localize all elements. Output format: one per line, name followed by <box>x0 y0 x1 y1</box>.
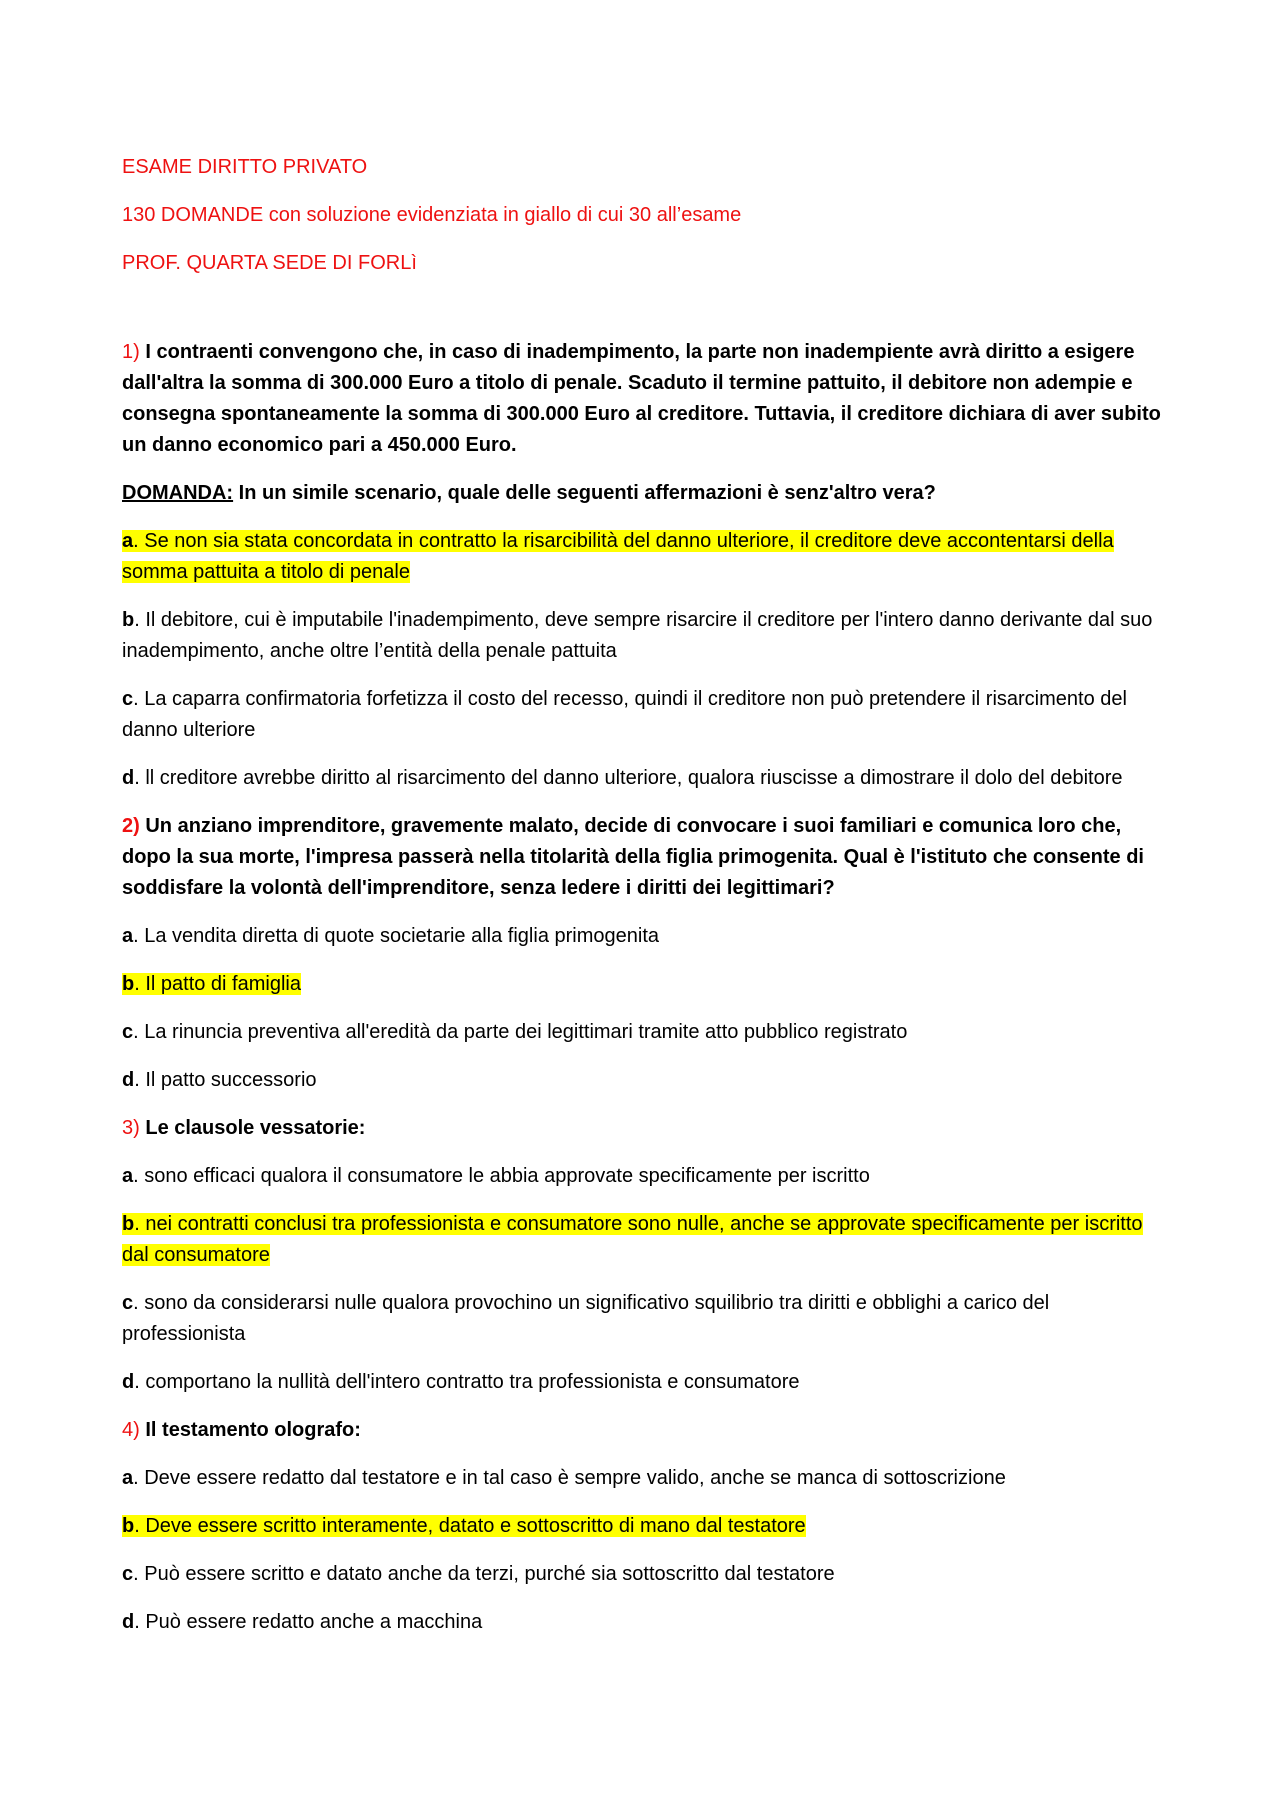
option-text: . ll creditore avrebbe diritto al risarcimento del danno ulteriore, qualora riuscisse a dimostrare il dolo del debitore <box>134 767 1123 789</box>
option-text: . La caparra confirmatoria forfetizza il costo del recesso, quindi il creditore non può pretendere il risarcimento del danno ulteriore <box>122 688 1127 741</box>
question-3 <box>122 1113 1172 1144</box>
option-letter: a <box>122 530 134 552</box>
option-1d <box>122 763 1172 794</box>
question-text: I contraenti convengono che, in caso di inadempimento, la parte non inadempiente avrà diritto a esigere dall'altra la somma di 300.000 Euro a titolo di penale. Scaduto il termine pattuito, il debitore non adempie e consegna spontaneamente la somma di 300.000 Euro al creditore. Tuttavia, il creditore dichiara di aver subito un danno economico pari a 450.000 Euro. <box>122 341 1161 456</box>
question-text: Il testamento olografo: <box>145 1419 361 1441</box>
question-1 <box>122 337 1172 461</box>
correct-answer-highlight <box>122 530 1114 583</box>
option-letter: c <box>122 1292 134 1314</box>
option-letter: b <box>122 1213 135 1235</box>
correct-answer-highlight <box>122 973 301 995</box>
question-1-domanda <box>122 478 1172 509</box>
option-letter: b <box>122 973 135 995</box>
option-4b <box>122 1511 1172 1542</box>
question-number: 2) <box>122 815 140 837</box>
option-2a <box>122 921 1172 952</box>
option-1a <box>122 526 1172 588</box>
option-text: . Può essere scritto e datato anche da terzi, purché sia sottoscritto dal testatore <box>133 1563 835 1585</box>
exam-subtitle: 130 DOMANDE con soluzione evidenziata in giallo di cui 30 all’esame <box>122 204 742 226</box>
document-content <box>122 152 1172 1655</box>
option-text: . sono efficaci qualora il consumatore le abbia approvate specificamente per iscritto <box>133 1165 870 1187</box>
option-text: . Il patto di famiglia <box>134 973 301 995</box>
option-letter: a <box>122 1467 134 1489</box>
option-letter: c <box>122 1563 134 1585</box>
question-4 <box>122 1415 1172 1446</box>
option-2d <box>122 1065 1172 1096</box>
exam-title: ESAME DIRITTO PRIVATO <box>122 156 368 178</box>
option-letter: d <box>122 1371 135 1393</box>
option-3b <box>122 1209 1172 1271</box>
option-3d <box>122 1367 1172 1398</box>
question-number: 3) <box>122 1117 140 1139</box>
question-number: 1) <box>122 341 140 363</box>
option-1b <box>122 605 1172 667</box>
option-letter: c <box>122 688 134 710</box>
option-2c <box>122 1017 1172 1048</box>
option-letter: d <box>122 1611 135 1633</box>
option-3c <box>122 1288 1172 1350</box>
option-text: . sono da considerarsi nulle qualora provochino un significativo squilibrio tra diritti e obblighi a carico del professionista <box>122 1292 1050 1345</box>
option-text: . comportano la nullità dell'intero contratto tra professionista e consumatore <box>134 1371 800 1393</box>
option-4a <box>122 1463 1172 1494</box>
option-text: . La rinuncia preventiva all'eredità da parte dei legittimari tramite atto pubblico registrato <box>133 1021 908 1043</box>
option-text: . Il patto successorio <box>134 1069 317 1091</box>
option-letter: a <box>122 1165 134 1187</box>
domanda-label: DOMANDA: <box>122 482 234 504</box>
option-text: . nei contratti conclusi tra professionista e consumatore sono nulle, anche se approvate specificamente per iscritto dal consumatore <box>122 1213 1143 1266</box>
option-4c <box>122 1559 1172 1590</box>
question-text: Le clausole vessatorie: <box>145 1117 366 1139</box>
option-text: . Deve essere scritto interamente, datato e sottoscritto di mano dal testatore <box>134 1515 806 1537</box>
option-3a <box>122 1161 1172 1192</box>
option-letter: d <box>122 1069 135 1091</box>
exam-professor: PROF. QUARTA SEDE DI FORLì <box>122 252 417 274</box>
option-letter: b <box>122 1515 135 1537</box>
option-letter: d <box>122 767 135 789</box>
question-2 <box>122 811 1172 904</box>
option-text: . Deve essere redatto dal testatore e in tal caso è sempre valido, anche se manca di sottoscrizione <box>133 1467 1006 1489</box>
question-number: 4) <box>122 1419 140 1441</box>
option-letter: b <box>122 609 135 631</box>
option-1c <box>122 684 1172 746</box>
correct-answer-highlight <box>122 1213 1143 1266</box>
option-letter: a <box>122 925 134 947</box>
option-text: . Se non sia stata concordata in contratto la risarcibilità del danno ulteriore, il creditore deve accontentarsi della somma pattuita a titolo di penale <box>122 530 1114 583</box>
correct-answer-highlight <box>122 1515 806 1537</box>
option-4d <box>122 1607 1172 1638</box>
question-text: Un anziano imprenditore, gravemente malato, decide di convocare i suoi familiari e comunica loro che, dopo la sua morte, l'impresa passerà nella titolarità della figlia primogenita. Qual è l'istituto che consente di soddisfare la volontà dell'imprenditore, senza ledere i diritti dei legittimari? <box>122 815 1144 899</box>
option-text: . Il debitore, cui è imputabile l'inadempimento, deve sempre risarcire il creditore per l'intero danno derivante dal suo inadempimento, anche oltre l’entità della penale pattuita <box>122 609 1153 662</box>
option-text: . La vendita diretta di quote societarie alla figlia primogenita <box>133 925 659 947</box>
option-2b <box>122 969 1172 1000</box>
option-text: . Può essere redatto anche a macchina <box>134 1611 483 1633</box>
option-letter: c <box>122 1021 134 1043</box>
domanda-text: In un simile scenario, quale delle seguenti affermazioni è senz'altro vera? <box>233 482 936 504</box>
